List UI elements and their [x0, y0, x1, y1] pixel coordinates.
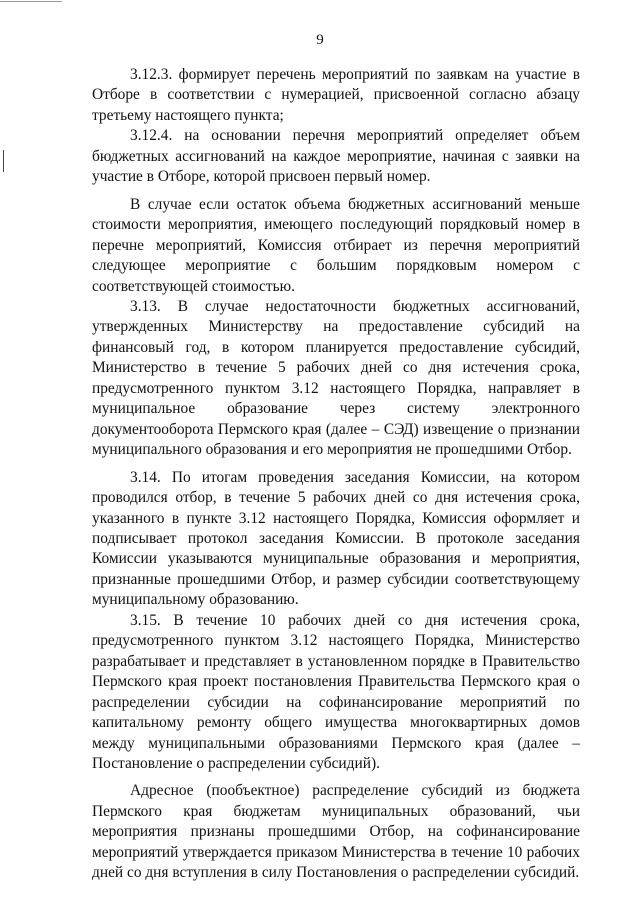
paragraph-3-13: 3.13. В случае недостаточности бюджетных ассигнований, утвержденных Министерству на предоставление субсидий на финансовый год, в котором планируется предоставление субсидий, Министерство в течение 5 рабочих дней со дня истечения срока, предусмотренного пунктом 3.12 настоящего Порядка, направляет в муниципальное образование через систему электронного документооборота Пермского края (далее – СЭД) извещение о признании муниципального образования и его мероприятия не прошедшими Отбор. — [92, 297, 580, 459]
paragraph-3-12-4: 3.12.4. на основании перечня мероприятий определяет объем бюджетных ассигнований на каждое мероприятие, начиная с заявки на участие в Отборе, которой присвоен первый номер. — [92, 127, 580, 186]
document-body — [92, 65, 580, 884]
paragraph-3-15: 3.15. В течение 10 рабочих дней со дня истечения срока, предусмотренного пунктом 3.12 настоящего Порядка, Министерство разрабатывает и представляет в установленном порядке в Правительство Пермского края проект постановления Правительства Пермского края о распределении субсидии на софинансирование мероприятий по капитальному ремонту общего имущества многоквартирных домов между муниципальными образованиями Пермского края (далее – Постановление о распределении субсидий). — [92, 611, 580, 772]
paragraph-3-14: 3.14. По итогам проведения заседания Комиссии, на котором проводился отбор, в течение 5 рабочих дней со дня истечения срока, указанного в пункте 3.12 настоящего Порядка, Комиссия оформляет и подписывает протокол заседания Комиссии. В протоколе заседания Комиссии указываются муниципальные образования и мероприятия, признанные прошедшими Отбор, и размер субсидии соответствующему муниципальному образованию. — [92, 468, 580, 609]
top-edge-rule — [0, 1, 62, 2]
paragraph-targeted-distribution: Адресное (пообъектное) распределение субсидий из бюджета Пермского края бюджетам муниципальных образований, чьи мероприятия признаны прошедшими Отбор, на софинансирование мероприятий утверждается приказом Министерства в течение 10 рабочих дней со дня вступления в силу Постановления о распределении субсидий. — [92, 782, 580, 882]
paragraph-remaining-budget: В случае если остаток объема бюджетных ассигнований меньше стоимости мероприятия, имеющего последующий порядковый номер в перечне мероприятий, Комиссия отбирает из перечня мероприятий следующее мероприятие с большим порядковым номером с соответствующей стоимостью. — [92, 195, 580, 295]
paragraph-3-12-3: 3.12.3. формирует перечень мероприятий по заявкам на участие в Отборе в соответствии с нумерацией, присвоенной согласно абзацу третьему настоящего пункта; — [92, 66, 580, 124]
page-number: 9 — [316, 32, 324, 48]
margin-mark — [3, 150, 4, 172]
